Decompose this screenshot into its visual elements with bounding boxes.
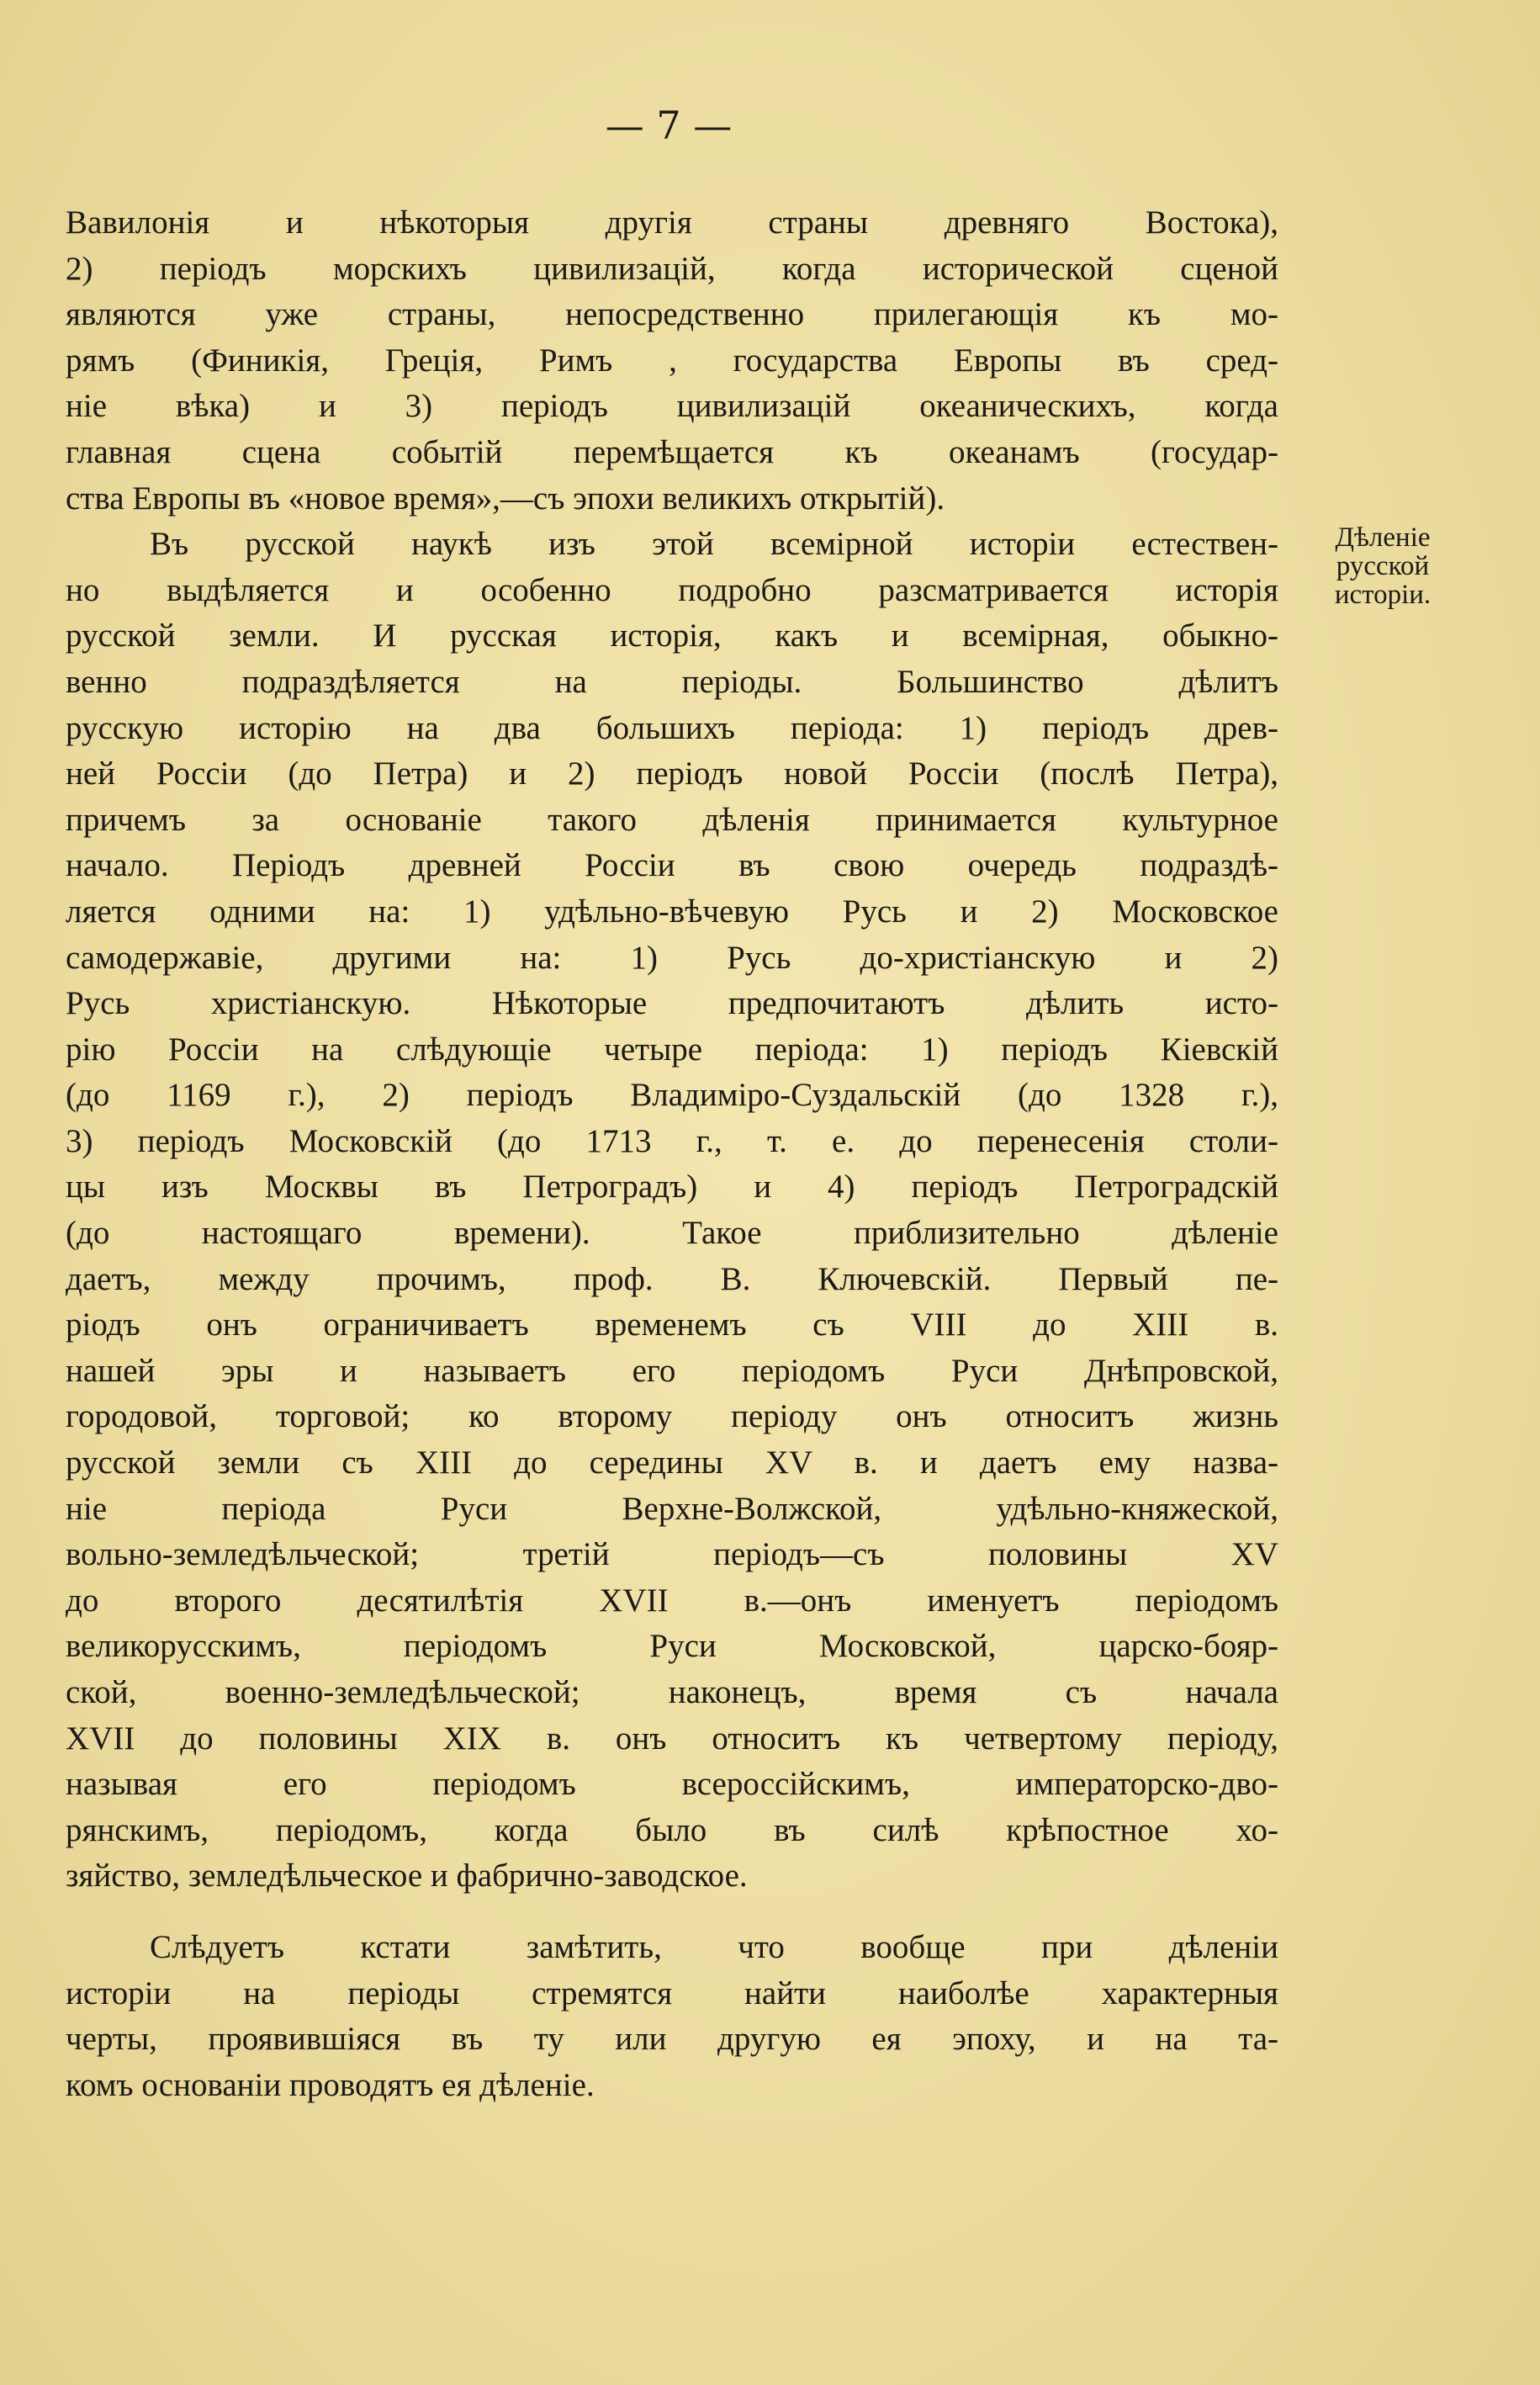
text-line: рію Россіи на слѣдующіе четыре періода: 1) періодъ Кіевскій <box>66 1031 1278 1068</box>
text-line: самодержавіе, другими на: 1) Русь до-христіанскую и 2) <box>66 939 1278 976</box>
text-line: ляется одними на: 1) удѣльно-вѣчевую Русь и 2) Московское <box>66 893 1278 930</box>
text-line: вольно-земледѣльческой; третій періодъ—съ половины XV <box>66 1536 1278 1573</box>
text-line: Въ русской наукѣ изъ этой всемірной исторіи естествен- <box>150 526 1278 563</box>
text-line: ней Россіи (до Петра) и 2) періодъ новой Россіи (послѣ Петра), <box>66 755 1278 792</box>
text-line: ской, военно-земледѣльческой; наконецъ, время съ начала <box>66 1674 1278 1710</box>
text-line: цы изъ Москвы въ Петроградъ) и 4) періодъ Петроградскій <box>66 1169 1278 1206</box>
text-line: 3) періодъ Московскій (до 1713 г., т. е. до перенесенія столи- <box>66 1122 1278 1159</box>
text-line: 2) періодъ морскихъ цивилизацій, когда исторической сценой <box>66 250 1278 287</box>
text-line: называя его періодомъ всероссійскимъ, императорско-дво- <box>66 1766 1278 1803</box>
text-line: исторіи на періоды стремятся найти наиболѣе характерныя <box>66 1974 1278 2011</box>
text-line: Русь христіанскую. Нѣкоторые предпочитаютъ дѣлить исто- <box>66 985 1278 1022</box>
text-line: русскую исторію на два большихъ періода: 1) періодъ древ- <box>66 709 1278 746</box>
text-line: комъ основаніи проводятъ ея дѣленіе. <box>66 2066 595 2103</box>
text-line: главная сцена событій перемѣщается къ океанамъ (государ- <box>66 433 1278 470</box>
text-line: (до 1169 г.), 2) періодъ Владиміро-Суздальскій (до 1328 г.), <box>66 1077 1278 1114</box>
text-line: XVII до половины XIX в. онъ относитъ къ четвертому періоду, <box>66 1720 1278 1757</box>
page-number: — 7 — <box>605 103 733 148</box>
marginal-note-line: исторіи. <box>1334 580 1432 610</box>
text-line: городовой, торговой; ко второму періоду онъ относитъ жизнь <box>66 1398 1278 1435</box>
text-line: ства Европы въ «новое время»,—съ эпохи великихъ открытій). <box>66 480 945 517</box>
text-line: русской земли съ XIII до середины XV в. и даетъ ему назва- <box>66 1444 1278 1481</box>
text-line: венно подраздѣляется на періоды. Большинство дѣлитъ <box>66 663 1278 700</box>
text-line: русской земли. И русская исторія, какъ и всемірная, обыкно- <box>66 617 1278 655</box>
text-line: но выдѣляется и особенно подробно разсматривается исторія <box>66 571 1278 608</box>
text-line: даетъ, между прочимъ, проф. В. Ключевскій. Первый пе- <box>66 1260 1278 1297</box>
marginal-note-line: Дѣленіе <box>1335 522 1431 553</box>
text-line: зяйство, земледѣльческое и фабрично-заводское. <box>66 1858 748 1895</box>
text-line: являются уже страны, непосредственно прилегающія къ мо- <box>66 296 1278 333</box>
text-line: до второго десятилѣтія XVII в.—онъ именуетъ періодомъ <box>66 1582 1278 1619</box>
text-line: ріодъ онъ ограничиваетъ временемъ съ VIII до XIII в. <box>66 1306 1278 1344</box>
marginal-note <box>1299 523 1467 609</box>
text-line: причемъ за основаніе такого дѣленія принимается культурное <box>66 801 1278 838</box>
text-line: рямъ (Финикія, Греція, Римъ , государства Европы въ сред- <box>66 342 1278 379</box>
text-line: нашей эры и называетъ его періодомъ Руси Днѣпровской, <box>66 1352 1278 1389</box>
text-line: рянскимъ, періодомъ, когда было въ силѣ крѣпостное хо- <box>66 1811 1278 1848</box>
text-line: Слѣдуетъ кстати замѣтить, что вообще при дѣленіи <box>150 1928 1278 1965</box>
text-line: ніе вѣка) и 3) періодъ цивилизацій океаническихъ, когда <box>66 388 1278 425</box>
paragraph-gap <box>66 1900 1278 1925</box>
marginal-note-line: русской <box>1336 551 1430 581</box>
text-line: ніе періода Руси Верхне-Волжской, удѣльно-княжеской, <box>66 1490 1278 1527</box>
text-line: великорусскимъ, періодомъ Руси Московской, царско-бояр- <box>66 1628 1278 1665</box>
text-line: Вавилонія и нѣкоторыя другія страны древняго Востока), <box>66 204 1278 241</box>
text-line: (до настоящаго времени). Такое приблизительно дѣленіе <box>66 1215 1278 1252</box>
body-text <box>66 200 1278 2108</box>
text-line: черты, проявившіяся въ ту или другую ея эпоху, и на та- <box>66 2021 1278 2058</box>
text-line: начало. Періодъ древней Россіи въ свою очередь подраздѣ- <box>66 847 1278 884</box>
